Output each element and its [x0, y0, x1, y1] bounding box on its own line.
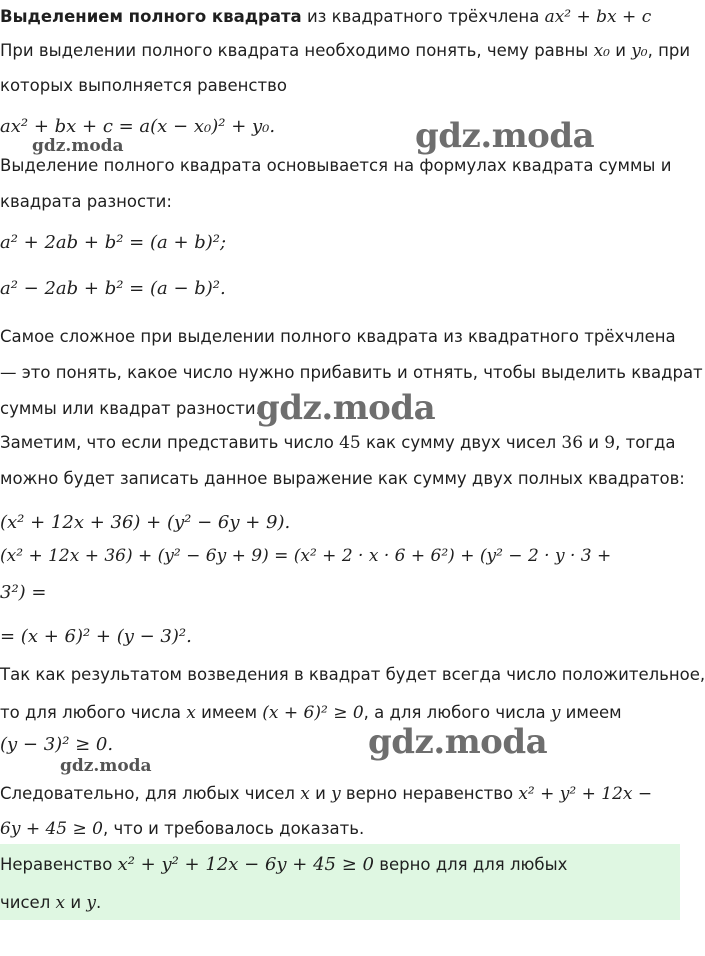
answer-text-b1: чисел — [0, 893, 51, 912]
y0: y₀ — [631, 41, 648, 61]
trinomial: ax² + bx + c — [544, 7, 652, 27]
p5-line1 — [0, 664, 705, 686]
eq2-line1: (x² + 12x + 36) + (y² − 6y + 9) = (x² + 2 · x · 6 + 6²) + (y² − 2 · y · 3 + — [0, 546, 612, 566]
eq1: (x² + 12x + 36) + (y² − 6y + 9). — [0, 512, 291, 533]
p3-text-b: — это понять, какое число нужно прибавить и отнять, чтобы выделить квадрат — [0, 363, 703, 382]
formula-diff: a² − 2ab + b² = (a − b)². — [0, 278, 226, 299]
var-y: y — [86, 893, 96, 913]
expr-part-b: 6y + 45 ≥ 0 — [0, 819, 103, 839]
p5-line2 — [0, 702, 680, 724]
answer-and: и — [70, 893, 82, 912]
formula-sum: a² + 2ab + b² = (a + b)²; — [0, 232, 227, 253]
answer-expr: x² + y² + 12x − 6y + 45 ≥ 0 — [117, 854, 374, 875]
ineq-x: (x + 6)² ≥ 0 — [262, 703, 364, 723]
p5-text-a: Так как результатом возведения в квадрат будет всегда число положительное, — [0, 665, 705, 684]
intro-title-rest: из квадратного трёхчлена — [306, 7, 540, 26]
number-45: 45 — [339, 433, 361, 453]
p6-and: и — [315, 784, 326, 803]
p1-and: и — [615, 41, 626, 60]
var-y: y — [550, 703, 561, 723]
p5-text-b2: имеем — [201, 703, 258, 722]
answer-text-b2: . — [95, 893, 102, 912]
p5-text-b1: то для любого числа — [0, 703, 181, 722]
eq-main: ax² + bx + c = a(x − x₀)² + y₀. — [0, 116, 276, 137]
p1-text-c: которых выполняется равенство — [0, 76, 287, 95]
p6-line2 — [0, 818, 680, 840]
p6-line1 — [0, 783, 680, 805]
expr-part-a: x² + y² + 12x − — [518, 784, 653, 804]
answer-line2 — [0, 892, 680, 914]
answer-box — [0, 844, 680, 920]
p4-text-a3: , тогда — [615, 433, 676, 452]
eq2-line2: 3²) = — [0, 582, 47, 603]
intro-title-bold: Выделением полного квадрата — [0, 7, 302, 26]
p4-and: и — [588, 433, 600, 452]
var-y: y — [331, 784, 341, 804]
intro-line — [0, 6, 680, 28]
p1-text-b: , при — [647, 41, 691, 60]
p5-text-b3: , а для любого числа — [363, 703, 546, 722]
p4-line2 — [0, 468, 685, 490]
var-x: x — [186, 703, 196, 723]
p2-text-b: квадрата разности: — [0, 192, 172, 211]
p6-text-a3: , что и требовалось доказать. — [102, 819, 365, 838]
p1-line1 — [0, 40, 691, 62]
var-x: x — [55, 893, 66, 913]
p2-line2 — [0, 191, 680, 213]
answer-text-a1: Неравенство — [0, 855, 113, 874]
p6-text-a2: верно неравенство — [345, 784, 514, 803]
p3-line1 — [0, 326, 680, 348]
p4-line1 — [0, 432, 680, 454]
watermark-logo: gdz.moda — [368, 722, 548, 762]
p3-text-c: суммы или квадрат разности. — [0, 399, 261, 418]
x0: x₀ — [593, 41, 610, 61]
watermark-logo: gdz.moda — [256, 388, 436, 428]
p6-text-a1: Следовательно, для любых чисел — [0, 784, 295, 803]
p3-text-a: Самое сложное при выделении полного квадрата из квадратного трёхчлена — [0, 327, 676, 346]
p1-line2 — [0, 75, 680, 97]
p2-line1 — [0, 155, 680, 177]
answer-text-a2: верно для для любых — [379, 855, 568, 874]
p3-line2 — [0, 362, 703, 384]
var-x: x — [300, 784, 310, 804]
p4-text-a2: как сумму двух чисел — [365, 433, 557, 452]
watermark-logo-small: gdz.moda — [60, 756, 152, 776]
ineq-y: (y − 3)² ≥ 0. — [0, 734, 114, 755]
number-36: 36 — [561, 433, 584, 453]
p5-text-b4: имеем — [565, 703, 622, 722]
p4-text-b: можно будет записать данное выражение как сумму двух полных квадратов: — [0, 469, 685, 488]
p1-text-a: При выделении полного квадрата необходимо понять, чему равны — [0, 41, 589, 60]
p2-text-a: Выделение полного квадрата основывается на формулах квадрата суммы и — [0, 156, 672, 175]
eq3: = (x + 6)² + (y − 3)². — [0, 626, 192, 647]
watermark-logo-small: gdz.moda — [32, 136, 124, 156]
p4-text-a1: Заметим, что если представить число — [0, 433, 334, 452]
watermark-logo: gdz.moda — [415, 116, 595, 156]
number-9: 9 — [604, 433, 616, 453]
answer-line1 — [0, 854, 680, 876]
